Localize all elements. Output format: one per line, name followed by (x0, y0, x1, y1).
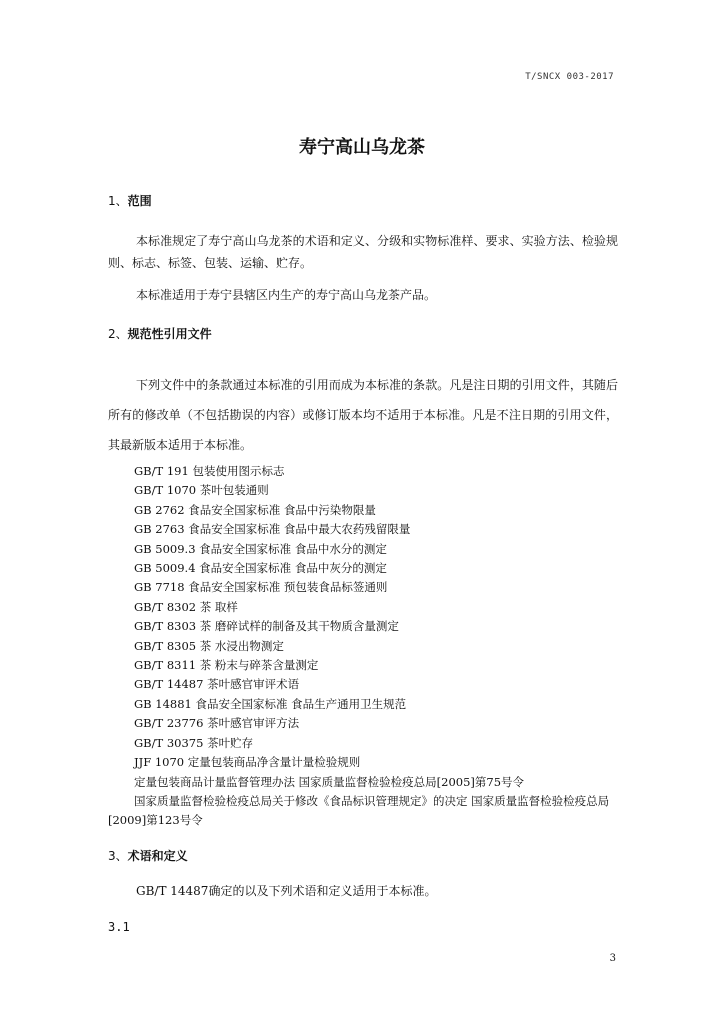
section-3-number: 3、 (108, 849, 128, 863)
reference-item: GB/T 8311 茶 粉末与碎茶含量测定 (134, 658, 319, 673)
section-2-number: 2、 (108, 327, 128, 341)
reference-item: 定量包装商品计量监督管理办法 国家质量监督检验检疫总局[2005]第75号令 (134, 774, 525, 789)
section-1-title: 范围 (127, 194, 152, 208)
reference-item: GB/T 8303 茶 磨碎试样的制备及其干物质含量测定 (134, 619, 399, 634)
page-number: 3 (609, 953, 616, 964)
reference-item: GB/T 1070 茶叶包装通则 (134, 483, 269, 498)
section-2-intro: 下列文件中的条款通过本标准的引用而成为本标准的条款。凡是注日期的引用文件，其随后所有的修改单（不包括勘误的内容）或修订版本均不适用于本标准。凡是不注日期的引用文件，其最新版本适用于本标准。 (108, 378, 618, 452)
reference-item: GB/T 30375 茶叶贮存 (134, 735, 254, 750)
clause-number: 3.1 (108, 920, 130, 934)
standard-code: T/SNCX 003-2017 (525, 72, 614, 82)
reference-item: GB 2762 食品安全国家标准 食品中污染物限量 (134, 502, 376, 517)
reference-item: GB 14881 食品安全国家标准 食品生产通用卫生规范 (134, 696, 407, 711)
section-2-title: 规范性引用文件 (127, 327, 212, 341)
reference-list (108, 462, 628, 831)
reference-item: GB 5009.3 食品安全国家标准 食品中水分的测定 (134, 541, 387, 556)
reference-item: 国家质量监督检验检疫总局关于修改《食品标识管理规定》的决定 国家质量监督检验检疫总局[2009]第123号令 (108, 793, 610, 828)
section-3-heading (108, 847, 188, 864)
reference-item: GB/T 191 包装使用图示标志 (134, 464, 285, 478)
reference-item: GB 7718 食品安全国家标准 预包装食品标签通则 (134, 580, 388, 595)
reference-item: GB/T 23776 茶叶感官审评方法 (134, 716, 300, 731)
reference-item: GB/T 8305 茶 水浸出物测定 (134, 638, 284, 653)
document-title: 寿宁高山乌龙茶 (299, 137, 425, 158)
section-1-paragraph-1: 本标准规定了寿宁高山乌龙茶的术语和定义、分级和实物标准样、要求、实验方法、检验规则、标志、标签、包装、运输、贮存。 (108, 234, 618, 270)
section-3-paragraph: GB/T 14487确定的以及下列术语和定义适用于本标准。 (136, 884, 437, 898)
section-1-paragraph-2: 本标准适用于寿宁县辖区内生产的寿宁高山乌龙茶产品。 (136, 288, 437, 302)
section-1-heading (108, 192, 152, 209)
section-3-title: 术语和定义 (127, 849, 188, 863)
reference-item: JJF 1070 定量包装商品净含量计量检验规则 (134, 755, 361, 770)
reference-item: GB 2763 食品安全国家标准 食品中最大农药残留限量 (134, 522, 411, 537)
reference-item: GB 5009.4 食品安全国家标准 食品中灰分的测定 (134, 561, 387, 576)
reference-item: GB/T 14487 茶叶感官审评术语 (134, 677, 300, 692)
section-1-number: 1、 (108, 194, 128, 208)
section-2-heading (108, 325, 212, 342)
reference-item: GB/T 8302 茶 取样 (134, 599, 238, 614)
